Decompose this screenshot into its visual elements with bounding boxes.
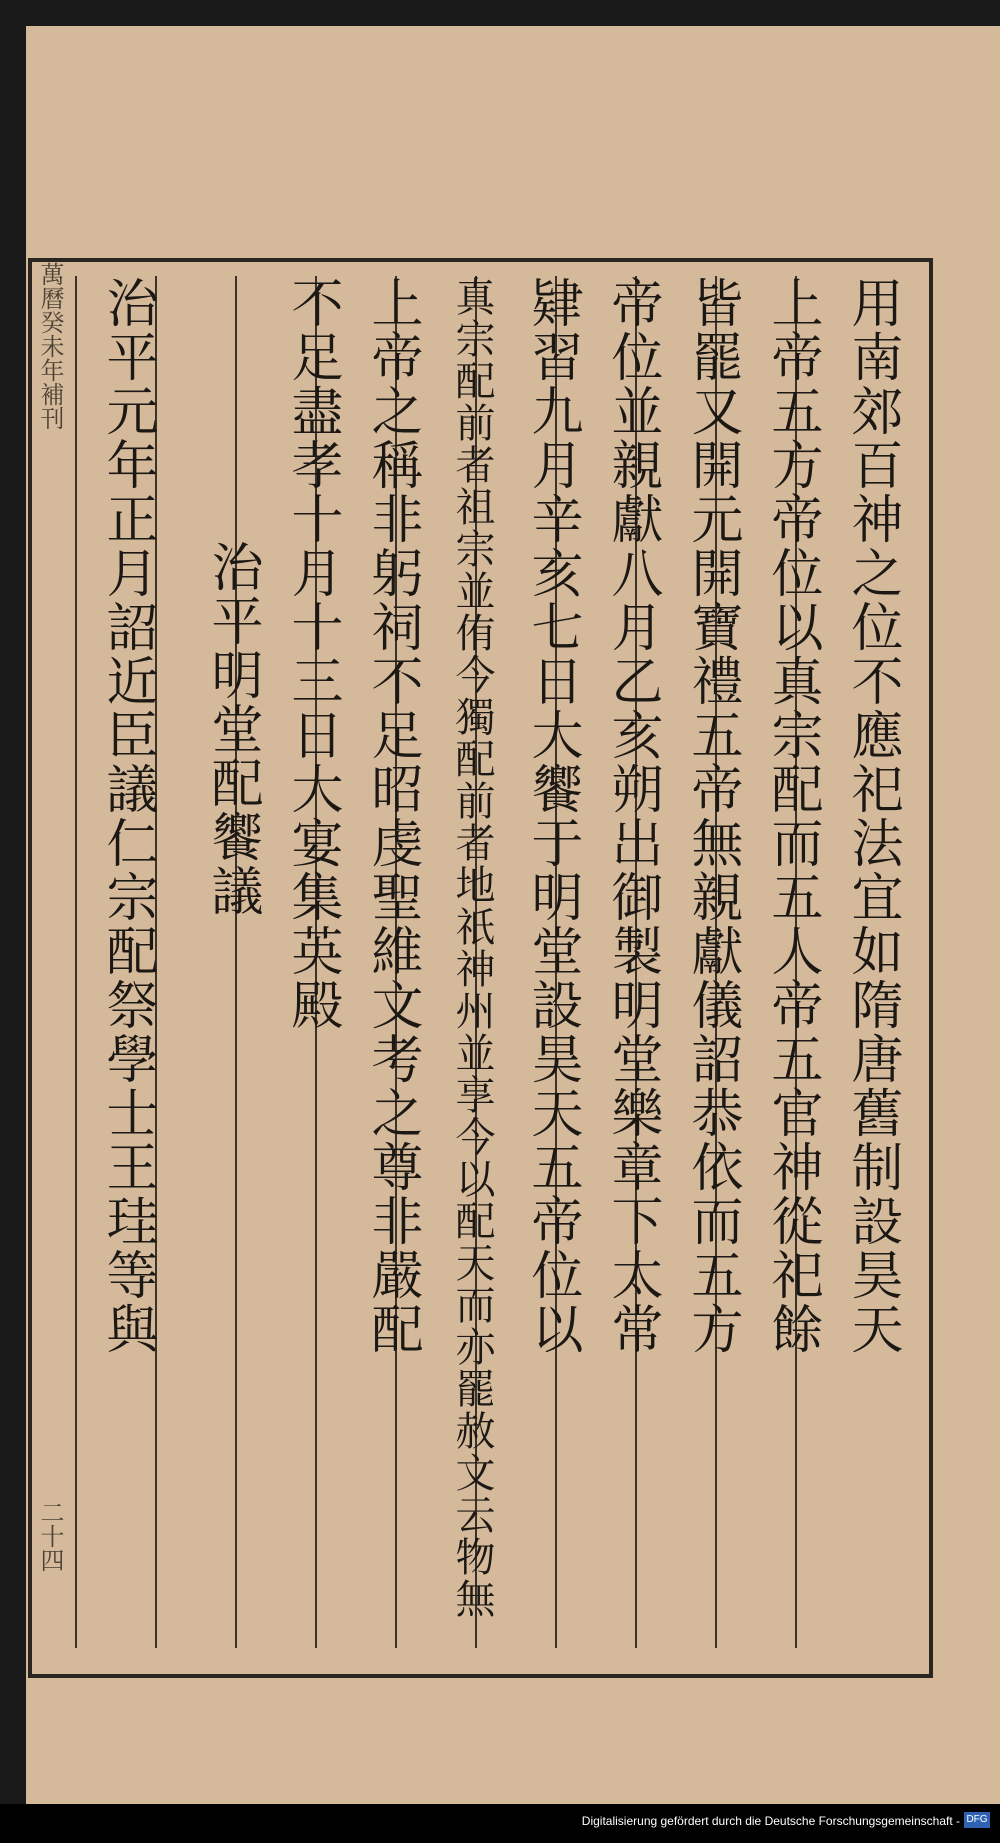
digitization-footer (0, 1804, 1000, 1843)
column-rule (235, 276, 237, 1648)
text-column-6: 真宗配前者祖宗並侑今獨配前者地祇神州並享今以配天而亦罷赦文云物無 (449, 276, 495, 1620)
text-column-3: 皆罷又開元開寶禮五帝無親獻儀詔恭依而五方 (682, 276, 742, 1356)
margin-title: 萬曆癸未年補刊 (36, 262, 64, 430)
section-heading: 治平明堂配饗議 (202, 540, 262, 918)
text-column-7: 上帝之稱非躬祠不足昭虔聖維文考之尊非嚴配 (362, 276, 422, 1356)
footer-credit: Digitalisierung gefördert durch die Deutsche Forschungsgemeinschaft - (581, 1814, 960, 1828)
text-column-1: 用南郊百神之位不應祀法宜如隋唐舊制設昊天 (842, 276, 902, 1356)
margin-page-number: 二十四 (36, 1500, 64, 1572)
dfg-logo: DFG (964, 1812, 990, 1828)
text-column-4: 帝位並親獻八月乙亥朔出御製明堂樂章下太常 (602, 276, 662, 1356)
text-column-8: 不足盡孝十月十三日大宴集英殿 (282, 276, 342, 1032)
text-column-2: 上帝五方帝位以真宗配而五人帝五官神從祀餘 (762, 276, 822, 1356)
text-column-5: 肄習九月辛亥七日大饗于明堂設昊天五帝位以 (522, 276, 582, 1356)
text-column-10: 治平元年正月詔近臣議仁宗配祭學士王珪等與 (97, 276, 157, 1356)
column-rule (75, 276, 77, 1648)
